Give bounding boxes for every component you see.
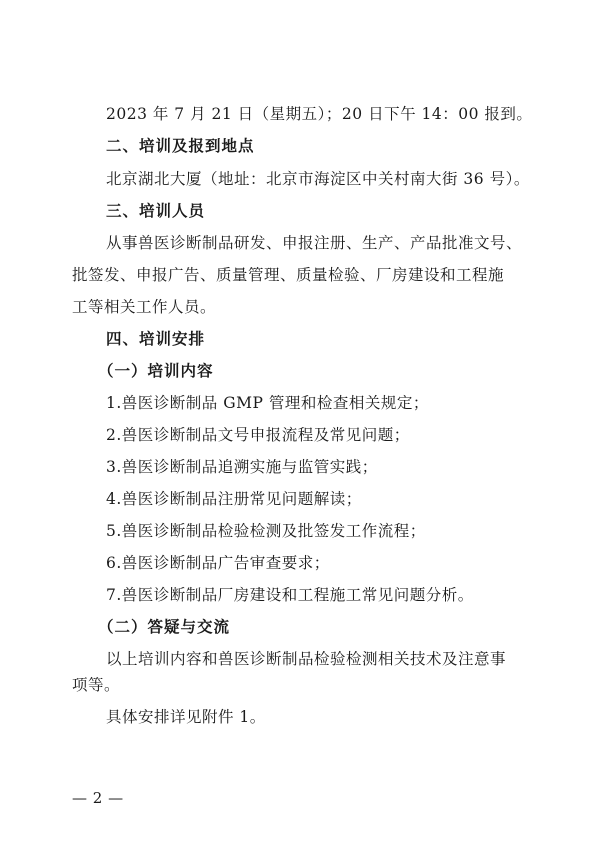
list-item: 6.兽医诊断制品广告审查要求；	[106, 554, 330, 572]
section-heading-personnel: 三、培训人员	[106, 202, 206, 220]
date-line: 2023 年 7 月 21 日（星期五）；20 日下午 14：00 报到。	[106, 105, 533, 123]
location-text: 北京湖北大厦（地址：北京市海淀区中关村南大街 36 号）。	[106, 170, 530, 188]
subsection-heading-qa: （二）答疑与交流	[98, 618, 231, 636]
list-item: 3.兽医诊断制品追溯实施与监管实践；	[106, 458, 378, 476]
qa-text-line-2: 项等。	[72, 676, 121, 694]
arrangement-text: 具体安排详见附件 1。	[106, 708, 266, 726]
qa-text-line-1: 以上培训内容和兽医诊断制品检验检测相关技术及注意事	[106, 650, 507, 668]
list-item: 2.兽医诊断制品文号申报流程及常见问题；	[106, 426, 410, 444]
personnel-text-line-3: 工等相关工作人员。	[72, 298, 217, 316]
list-item: 1.兽医诊断制品 GMP 管理和检查相关规定；	[106, 394, 429, 412]
list-item: 7.兽医诊断制品厂房建设和工程施工常见问题分析。	[106, 586, 474, 604]
list-item: 5.兽医诊断制品检验检测及批签发工作流程；	[106, 522, 426, 540]
list-item: 4.兽医诊断制品注册常见问题解读；	[106, 490, 362, 508]
page-number: — 2 —	[72, 789, 124, 807]
personnel-text-line-2: 批签发、申报广告、质量管理、质量检验、厂房建设和工程施	[72, 266, 505, 284]
personnel-text-line-1: 从事兽医诊断制品研发、申报注册、生产、产品批准文号、	[106, 234, 523, 252]
section-heading-location: 二、培训及报到地点	[106, 137, 255, 155]
section-heading-arrangement: 四、培训安排	[106, 330, 206, 348]
subsection-heading-content: （一）培训内容	[98, 362, 214, 380]
